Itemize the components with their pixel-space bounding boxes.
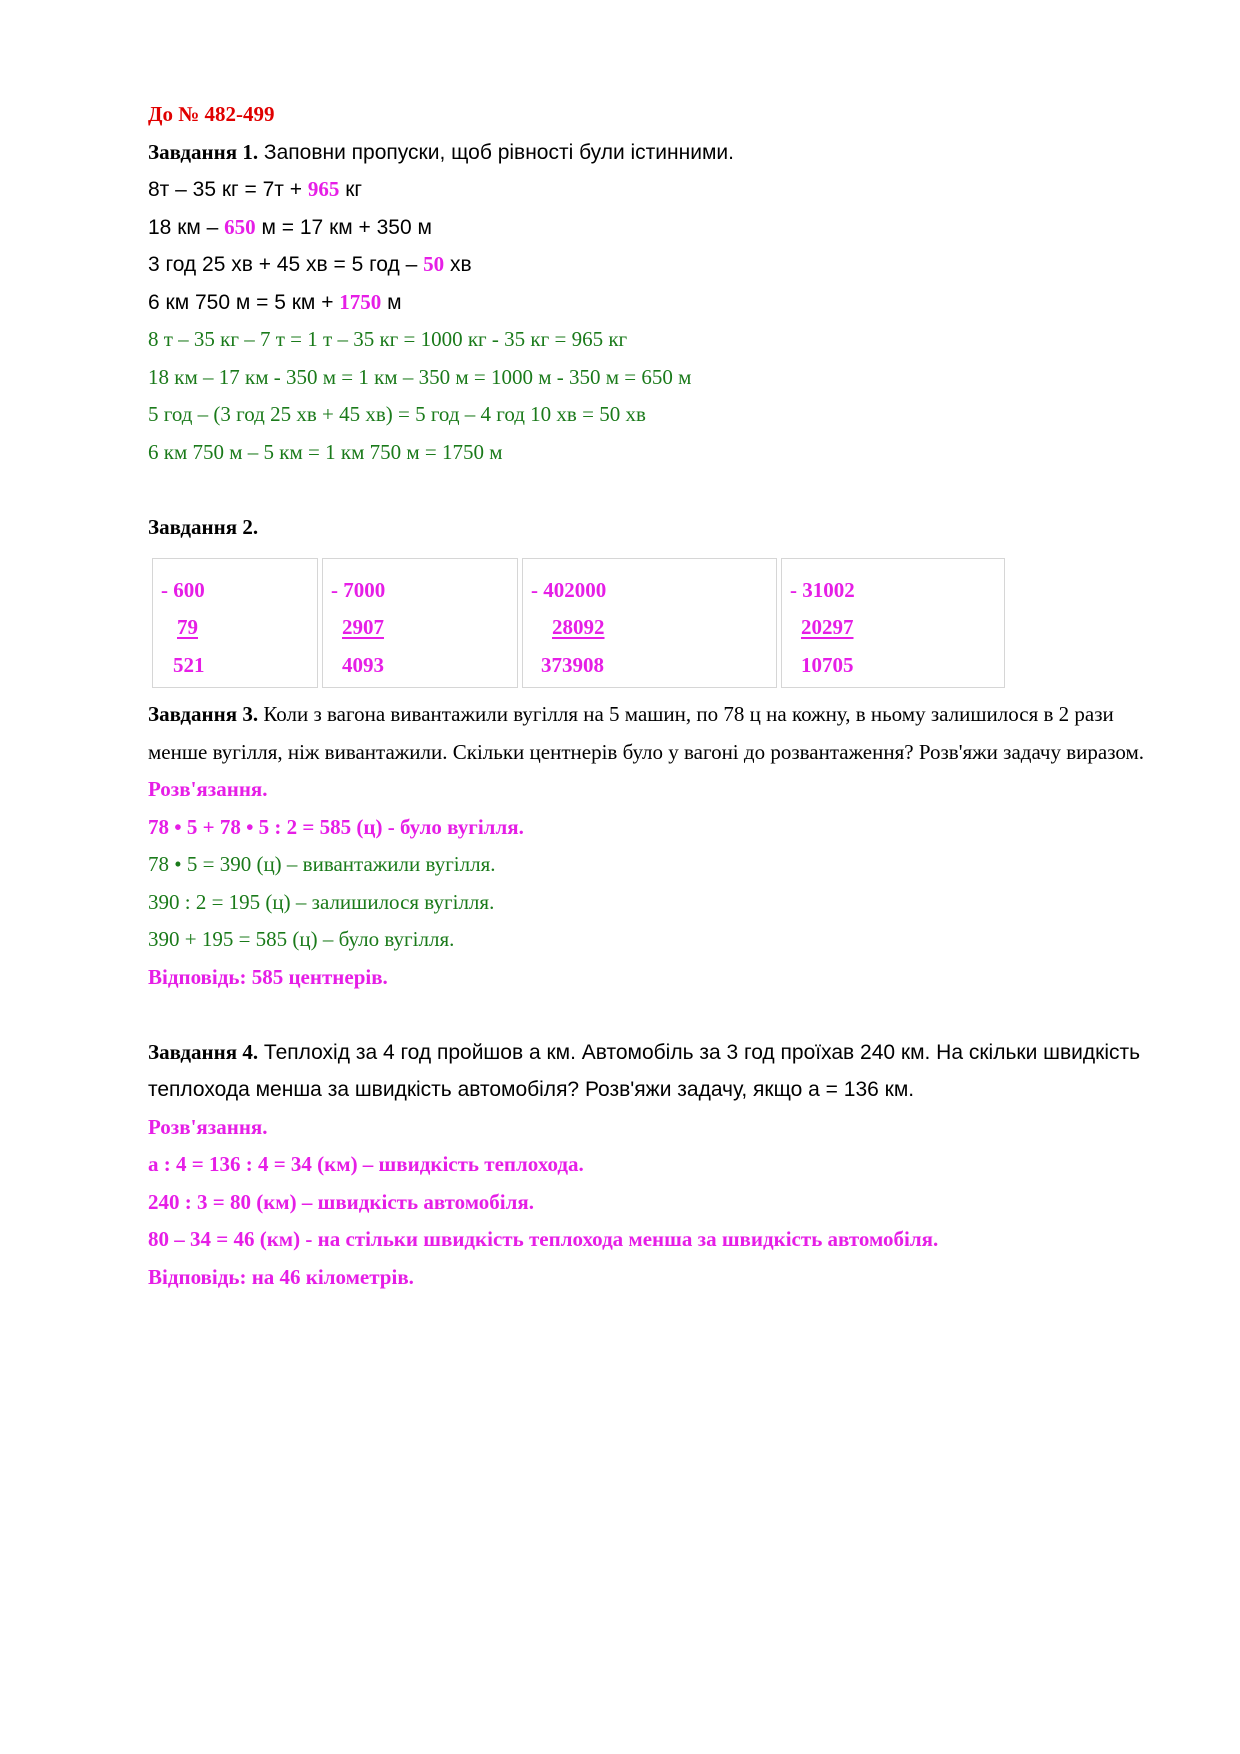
- section-header: До № 482-499: [148, 102, 275, 126]
- eq3-post: хв: [444, 253, 472, 276]
- task3-answer: Відповідь: 585 центнерів.: [148, 964, 388, 989]
- subtraction-columns: [148, 558, 1158, 690]
- task4-step-1: а : 4 = 136 : 4 = 34 (км) – швидкість теплохода.: [148, 1152, 584, 1176]
- task1-equation-1: [148, 171, 1158, 209]
- task1-equation-4: [148, 284, 1158, 322]
- task3-label: Завдання 3.: [148, 702, 259, 726]
- eq3-answer: 50: [423, 252, 445, 276]
- task4-solution-label: Розв'язання.: [148, 1114, 268, 1139]
- task3-step-3: 390 + 195 = 585 (ц) – було вугілля.: [148, 927, 455, 951]
- eq4-post: м: [381, 290, 402, 314]
- result: 10705: [801, 653, 854, 677]
- eq1-answer: 965: [307, 177, 340, 201]
- task3-text: Коли з вагона вивантажили вугілля на 5 машин, по 78 ц на кожну, в ньому залишилося в 2 рази менше вугілля, ніж вивантажили. Скільки центнерів було у вагоні до розвантаження? Розв'яжи задачу виразом.: [148, 702, 1145, 764]
- task1-solution-2: 18 км – 17 км - 350 м = 1 км – 350 м = 1000 м - 350 м = 650 м: [148, 364, 692, 389]
- task3-step-1: 78 • 5 = 390 (ц) – вивантажили вугілля.: [148, 852, 496, 876]
- result: 373908: [541, 653, 604, 677]
- task4-statement: [148, 1034, 1158, 1109]
- spacer: [148, 996, 1158, 1034]
- result: 521: [173, 653, 205, 677]
- subtrahend: 79: [177, 615, 198, 639]
- subtrahend: 20297: [801, 615, 854, 639]
- task4-step-3: 80 – 34 = 46 (км) - на стільки швидкість теплохода менша за швидкість автомобіля.: [148, 1227, 939, 1251]
- task1-solution-4: 6 км 750 м – 5 км = 1 км 750 м = 1750 м: [148, 439, 503, 464]
- task4-text: Теплохід за 4 год пройшов а км. Автомобіль за 3 год проїхав 240 км. На скільки швидкість теплохода менша за швидкість автомобіля? Розв'яжи задачу, якщо а = 136 км.: [148, 1040, 1141, 1101]
- task1-label: Завдання 1.: [148, 139, 259, 164]
- task3-solution-label: Розв'язання.: [148, 777, 268, 801]
- task1-solution-3: 5 год – (3 год 25 хв + 45 хв) = 5 год – 4 год 10 хв = 50 хв: [148, 402, 646, 426]
- task4-answer: Відповідь: на 46 кілометрів.: [148, 1264, 414, 1289]
- task1-solution-1: 8 т – 35 кг – 7 т = 1 т – 35 кг = 1000 кг - 35 кг = 965 кг: [148, 327, 628, 351]
- task4-label: Завдання 4.: [148, 1039, 259, 1064]
- subtraction-column-1: [152, 558, 318, 688]
- task3-statement: [148, 696, 1158, 771]
- task3-step-2: 390 : 2 = 195 (ц) – залишилося вугілля.: [148, 889, 495, 914]
- eq4-pre: 6 км 750 м = 5 км +: [148, 290, 340, 314]
- eq2-answer: 650: [224, 214, 256, 239]
- eq2-post: м = 17 км + 350 м: [255, 215, 432, 239]
- result: 4093: [342, 653, 384, 677]
- minuend: - 31002: [790, 578, 855, 602]
- eq4-answer: 1750: [339, 289, 382, 314]
- task1-equation-3: [148, 246, 1158, 284]
- subtraction-column-2: [322, 558, 518, 688]
- minuend: - 600: [161, 578, 205, 602]
- task1-equation-2: [148, 209, 1158, 247]
- task2-label: Завдання 2.: [148, 514, 259, 539]
- spacer: [148, 471, 1158, 509]
- subtrahend: 2907: [342, 615, 384, 639]
- minuend: - 402000: [531, 578, 607, 602]
- eq1-pre: 8т – 35 кг = 7т +: [148, 178, 308, 201]
- task3-expression: 78 • 5 + 78 • 5 : 2 = 585 (ц) - було вугілля.: [148, 814, 524, 839]
- subtraction-column-3: [522, 558, 777, 688]
- document-page: [148, 96, 1158, 1296]
- eq3-pre: 3 год 25 хв + 45 хв = 5 год –: [148, 253, 424, 276]
- subtrahend: 28092: [552, 615, 605, 639]
- task1-heading: [148, 134, 1158, 172]
- subtraction-column-4: [781, 558, 1005, 688]
- minuend: - 7000: [331, 578, 386, 602]
- eq2-pre: 18 км –: [148, 215, 225, 239]
- task1-text: Заповни пропуски, щоб рівності були істинними.: [258, 140, 734, 164]
- task4-step-2: 240 : 3 = 80 (км) – швидкість автомобіля.: [148, 1189, 535, 1214]
- eq1-post: кг: [339, 178, 363, 201]
